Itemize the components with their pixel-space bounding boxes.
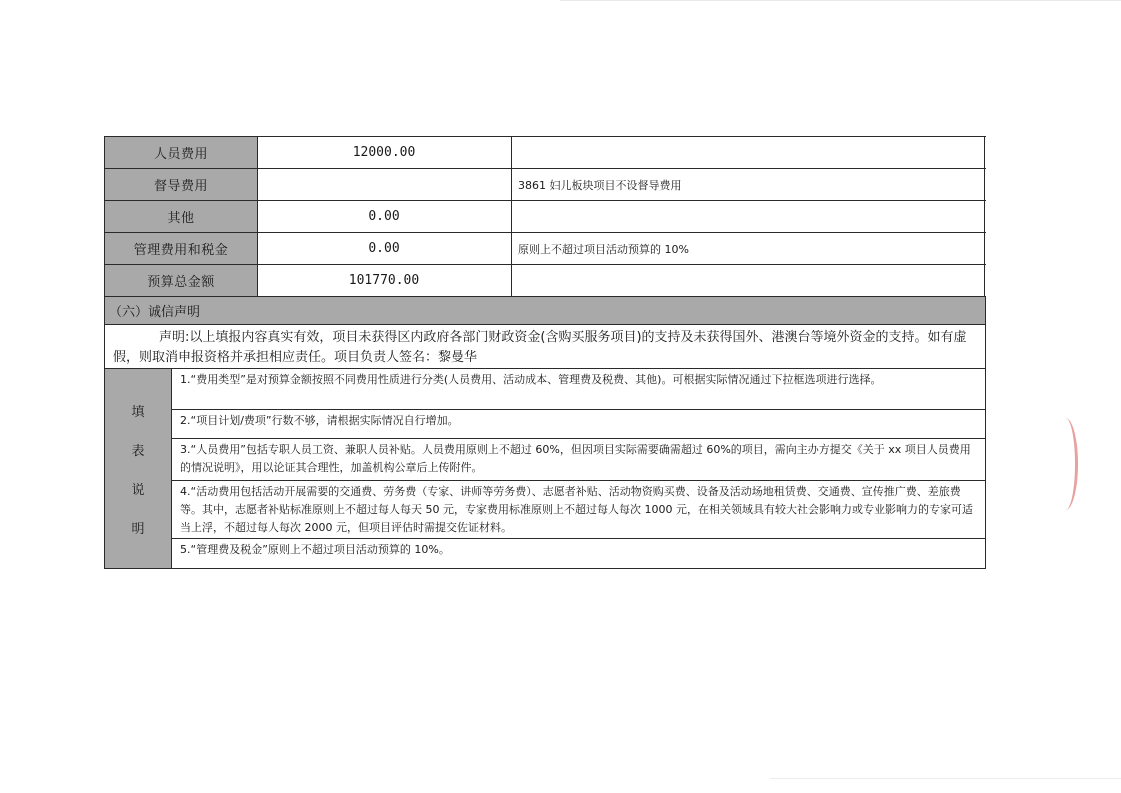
budget-row-label: 预算总金额 — [104, 265, 258, 296]
budget-row-note — [512, 201, 985, 232]
instruction-item: 1.“费用类型”是对预算金额按照不同费用性质进行分类(人员费用、活动成本、管理费及税费、其他)。可根据实际情况通过下拉框选项进行选择。 — [172, 369, 985, 410]
instruction-item: 3.“人员费用”包括专职人员工资、兼职人员补贴。人员费用原则上不超过 60%，但因项目实际需要确需超过 60%的项目，需向主办方提交《关于 xx 项目人员费用的情况说明》，用以论证其合理性，加盖机构公章后上传附件。 — [172, 439, 985, 481]
budget-row — [104, 136, 986, 169]
budget-total-row — [104, 265, 986, 297]
instruction-item: 4.“活动费用包括活动开展需要的交通费、劳务费（专家、讲师等劳务费）、志愿者补贴、活动物资购买费、设备及活动场地租赁费、交通费、宣传推广费、差旅费等。其中，志愿者补贴标准原则上不超过每人每天 50 元，专家费用标准原则上不超过每人每次 1000 元，在相关领域具有较大社会影响力或专业影响力的专家可适当上浮，不超过每人每次 2000 元，但项目评估时需提交佐证材料。 — [172, 481, 985, 539]
budget-form-table — [104, 136, 986, 569]
budget-row-amount: 0.00 — [257, 201, 512, 232]
seal-edge-mark — [1053, 418, 1078, 510]
instructions-list — [172, 369, 985, 568]
side-char: 填 — [131, 404, 145, 420]
instruction-item: 2.“项目计划/费项”行数不够，请根据实际情况自行增加。 — [172, 410, 985, 439]
instructions-side-label — [105, 369, 172, 568]
budget-row-label: 管理费用和税金 — [104, 233, 258, 264]
instruction-item: 5.“管理费及税金”原则上不超过项目活动预算的 10%。 — [180, 543, 450, 556]
budget-row-label: 人员费用 — [104, 137, 258, 168]
side-char: 说 — [131, 482, 145, 498]
budget-row-amount — [257, 169, 512, 200]
budget-row-label: 督导费用 — [104, 169, 258, 200]
budget-row-note: 3861 妇儿板块项目不设督导费用 — [512, 169, 985, 200]
budget-row-amount: 0.00 — [257, 233, 512, 264]
budget-row — [104, 201, 986, 233]
side-char: 表 — [131, 443, 145, 459]
budget-row-note: 原则上不超过项目活动预算的 10% — [512, 233, 985, 264]
side-char: 明 — [131, 521, 145, 537]
budget-row-amount: 12000.00 — [257, 137, 512, 168]
section-title: （六）诚信声明 — [104, 297, 986, 325]
scan-artifact-line — [770, 778, 1121, 779]
budget-row — [104, 169, 986, 201]
budget-row — [104, 233, 986, 265]
scan-artifact-line — [560, 0, 1121, 1]
budget-row-note — [512, 265, 985, 296]
instructions-block — [104, 369, 986, 569]
budget-row-amount: 101770.00 — [257, 265, 512, 296]
integrity-declaration: 声明:以上填报内容真实有效，项目未获得区内政府各部门财政资金(含购买服务项目)的支持及未获得国外、港澳台等境外资金的支持。如有虚假，则取消申报资格并承担相应责任。项目负责人签名：黎曼华 — [104, 325, 986, 369]
budget-row-note — [512, 137, 985, 168]
budget-row-label: 其他 — [104, 201, 258, 232]
